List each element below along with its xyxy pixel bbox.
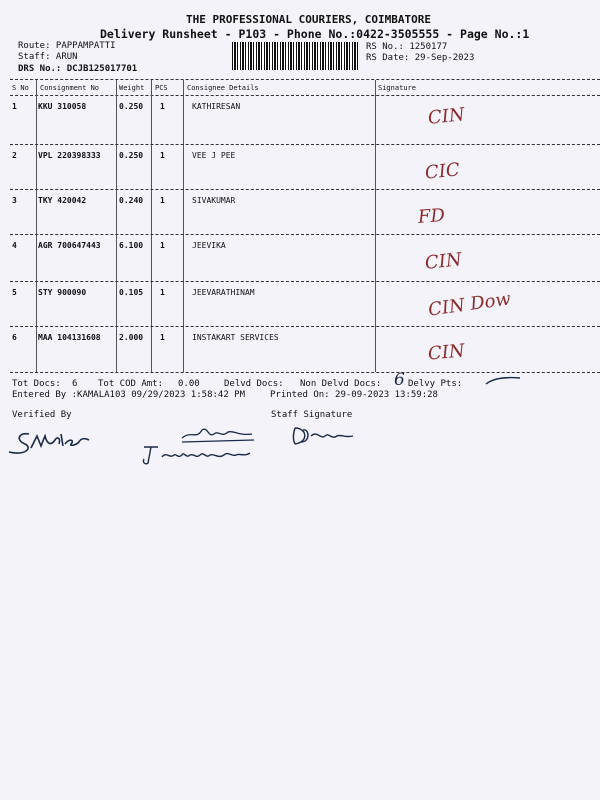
row-consignment: KKU 310058 bbox=[38, 102, 87, 111]
row-pcs: 1 bbox=[160, 196, 165, 205]
row-consignee: JEEVIKA bbox=[192, 241, 226, 250]
verified-by-label: Verified By bbox=[12, 410, 72, 420]
row-sno: 2 bbox=[12, 151, 17, 160]
staff-signature-label: Staff Signature bbox=[271, 410, 353, 420]
delvy-pts: Delvy Pts: bbox=[408, 379, 463, 389]
row-signature: CIC bbox=[423, 159, 461, 184]
column-divider bbox=[151, 80, 152, 372]
row-weight: 0.250 bbox=[119, 102, 144, 111]
row-pcs: 1 bbox=[160, 288, 165, 297]
entered-by: Entered By :KAMALA103 09/29/2023 1:58:42 PM bbox=[12, 390, 245, 400]
row-pcs: 1 bbox=[160, 102, 165, 111]
row-sno: 1 bbox=[12, 102, 17, 111]
column-header-pcs: PCS bbox=[155, 84, 168, 92]
barcode bbox=[232, 42, 358, 70]
tot-docs-value: 6 bbox=[72, 379, 78, 389]
row-consignee: INSTAKART SERVICES bbox=[192, 333, 279, 342]
row-weight: 0.105 bbox=[119, 288, 144, 297]
non-delvd-docs: Non Delvd Docs: bbox=[300, 379, 382, 389]
row-pcs: 1 bbox=[160, 333, 165, 342]
cod-value: 0.00 bbox=[178, 379, 200, 389]
verified-by-signature bbox=[5, 428, 95, 464]
column-divider bbox=[36, 80, 37, 372]
column-header-signature: Signature bbox=[378, 84, 416, 92]
column-divider bbox=[116, 80, 117, 372]
row-consignee: SIVAKUMAR bbox=[192, 196, 236, 205]
row-consignment: VPL 220398333 bbox=[38, 151, 101, 160]
row-signature: CIN bbox=[427, 340, 466, 365]
row-signature: CIN bbox=[427, 104, 466, 129]
row-weight: 6.100 bbox=[119, 241, 144, 250]
column-divider bbox=[375, 80, 376, 372]
row-signature: FD bbox=[417, 205, 446, 228]
row-rule bbox=[10, 144, 600, 145]
cod-label: Tot COD Amt: bbox=[98, 379, 164, 389]
non-delvd-written: 6 bbox=[394, 370, 405, 390]
row-consignment: STY 900090 bbox=[38, 288, 87, 297]
row-consignment: MAA 104131608 bbox=[38, 333, 101, 342]
delvy-pts-mark bbox=[484, 372, 524, 388]
rs-date: RS Date: 29-Sep-2023 bbox=[366, 53, 475, 63]
row-consignee: VEE J PEE bbox=[192, 151, 236, 160]
staff-signature bbox=[289, 424, 359, 448]
row-signature: CIN bbox=[424, 249, 463, 274]
column-header-sno: S No bbox=[12, 84, 29, 92]
row-sno: 3 bbox=[12, 196, 17, 205]
rs-number: RS No.: 1250177 bbox=[366, 42, 448, 52]
column-header-consignment: Consignment No bbox=[40, 84, 100, 92]
row-weight: 0.240 bbox=[119, 196, 144, 205]
row-weight: 0.250 bbox=[119, 151, 144, 160]
row-signature: CIN Dow bbox=[426, 288, 513, 321]
row-rule bbox=[10, 326, 600, 327]
row-consignment: AGR 700647443 bbox=[38, 241, 101, 250]
row-consignee: KATHIRESAN bbox=[192, 102, 241, 111]
route: Route: PAPPAMPATTI bbox=[18, 41, 116, 51]
staff: Staff: ARUN bbox=[18, 52, 78, 62]
staff-handwritten-name bbox=[138, 443, 258, 469]
column-divider bbox=[183, 80, 184, 372]
runsheet-title: Delivery Runsheet - P103 - Phone No.:0422-3505555 - Page No.:1 bbox=[100, 27, 530, 41]
row-weight: 2.000 bbox=[119, 333, 144, 342]
row-pcs: 1 bbox=[160, 241, 165, 250]
row-rule bbox=[10, 281, 600, 282]
company-name: THE PROFESSIONAL COURIERS, COIMBATORE bbox=[186, 13, 432, 26]
row-consignment: TKY 420042 bbox=[38, 196, 87, 205]
delvd-docs: Delvd Docs: bbox=[224, 379, 284, 389]
row-rule bbox=[10, 234, 600, 235]
printed-on: Printed On: 29-09-2023 13:59:28 bbox=[270, 390, 438, 400]
row-consignee: JEEVARATHINAM bbox=[192, 288, 255, 297]
header-rule bbox=[10, 95, 600, 96]
tot-docs-label: Tot Docs: bbox=[12, 379, 61, 389]
row-rule bbox=[10, 189, 600, 190]
row-pcs: 1 bbox=[160, 151, 165, 160]
row-sno: 5 bbox=[12, 288, 17, 297]
column-header-weight: Weight bbox=[119, 84, 145, 92]
row-sno: 4 bbox=[12, 241, 17, 250]
row-sno: 6 bbox=[12, 333, 17, 342]
column-header-consignee: Consignee Details bbox=[187, 84, 259, 92]
drs-number: DRS No.: DCJB125017701 bbox=[18, 64, 138, 74]
table-top-rule bbox=[10, 79, 600, 80]
